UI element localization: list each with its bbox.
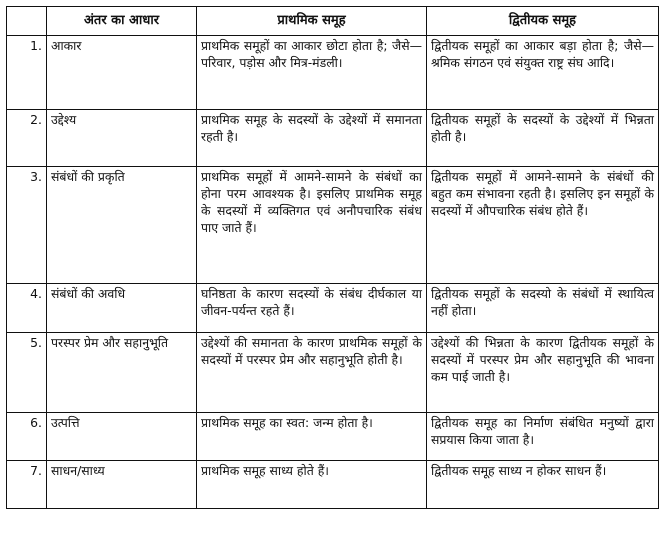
header-number (7, 7, 47, 36)
row-primary: प्राथमिक समूहों में आमने-सामने के संबंधों का होना परम आवश्यक है। इसलिए प्राथमिक समूह के सदस्यों में व्यक्तिगत एवं अनौपचारिक संबंध पाए जाते हैं। (197, 167, 427, 284)
header-basis: अंतर का आधार (47, 7, 197, 36)
header-row (7, 7, 659, 36)
row-secondary: द्वितीयक समूहों का आकार बड़ा होता है; जैसे—श्रमिक संगठन एवं संयुक्त राष्ट्र संघ आदि। (427, 36, 659, 110)
row-primary: प्राथमिक समूहों का आकार छोटा होता है; जैसे—परिवार, पड़ोस और मित्र-मंडली। (197, 36, 427, 110)
table-row (7, 110, 659, 167)
header-secondary-group: द्वितीयक समूह (427, 7, 659, 36)
row-secondary: द्वितीयक समूहों में आमने-सामने के संबंधों की बहुत कम संभावना रहती है। इसलिए इन समूहों के सदस्यों में औपचारिक संबंध होते हैं। (427, 167, 659, 284)
row-basis: आकार (47, 36, 197, 110)
table-row (7, 461, 659, 509)
row-number: 2. (7, 110, 47, 167)
table-row (7, 413, 659, 461)
comparison-table (6, 6, 659, 509)
row-number: 3. (7, 167, 47, 284)
row-primary: प्राथमिक समूह का स्वत: जन्म होता है। (197, 413, 427, 461)
row-basis: उद्देश्य (47, 110, 197, 167)
row-number: 4. (7, 284, 47, 333)
row-primary: प्राथमिक समूह साध्य होते हैं। (197, 461, 427, 509)
row-secondary: द्वितीयक समूह का निर्माण संबंधित मनुष्यों द्वारा सप्रयास किया जाता है। (427, 413, 659, 461)
table-row (7, 284, 659, 333)
table-row (7, 167, 659, 284)
row-primary: प्राथमिक समूह के सदस्यों के उद्देश्यों में समानता रहती है। (197, 110, 427, 167)
row-basis: संबंधों की अवधि (47, 284, 197, 333)
row-primary: घनिष्ठता के कारण सदस्यों के संबंध दीर्घकाल या जीवन-पर्यन्त रहते हैं। (197, 284, 427, 333)
row-secondary: द्वितीयक समूह साध्य न होकर साधन हैं। (427, 461, 659, 509)
row-secondary: द्वितीयक समूहों के सदस्यो के संबंधों में स्थायित्व नहीं होता। (427, 284, 659, 333)
row-secondary: उद्देश्यों की भिन्नता के कारण द्वितीयक समूहों के सदस्यों में परस्पर प्रेम और सहानुभूति की भावना कम पाई जाती है। (427, 333, 659, 413)
row-primary: उद्देश्यों की समानता के कारण प्राथमिक समूहों के सदस्यों में परस्पर प्रेम और सहानुभूति होती है। (197, 333, 427, 413)
row-secondary: द्वितीयक समूहों के सदस्यों के उद्देश्यों में भिन्नता होती है। (427, 110, 659, 167)
row-number: 1. (7, 36, 47, 110)
row-number: 5. (7, 333, 47, 413)
row-basis: साधन/साध्य (47, 461, 197, 509)
row-number: 7. (7, 461, 47, 509)
header-primary-group: प्राथमिक समूह (197, 7, 427, 36)
table-header (7, 7, 659, 36)
table-body (7, 36, 659, 509)
row-basis: संबंधों की प्रकृति (47, 167, 197, 284)
row-number: 6. (7, 413, 47, 461)
table-row (7, 333, 659, 413)
table-row (7, 36, 659, 110)
row-basis: उत्पत्ति (47, 413, 197, 461)
row-basis: परस्पर प्रेम और सहानुभूति (47, 333, 197, 413)
